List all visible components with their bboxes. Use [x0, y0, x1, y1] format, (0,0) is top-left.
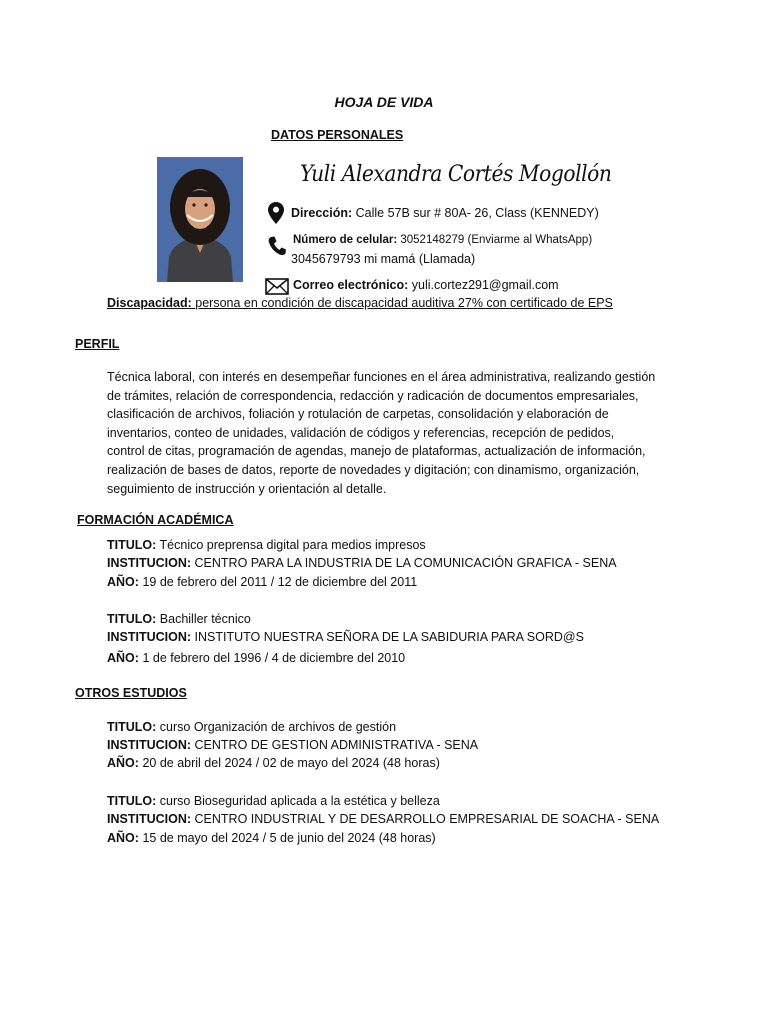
phone-label: Número de celular: — [293, 234, 398, 246]
other-study-1-institution: INSTITUCION: CENTRO DE GESTION ADMINISTRATIVA - SENA — [107, 738, 479, 752]
full-name: Yuli Alexandra Cortés Mogollón — [300, 162, 612, 187]
profile-line: Técnica laboral, con interés en desempeñar funciones en el área administrativa, realizando gestión — [107, 370, 656, 384]
email-label: Correo electrónico: — [293, 278, 409, 292]
education-2-title: TITULO: Bachiller técnico — [107, 612, 251, 626]
profile-line: realización de bases de datos, reporte de novedades y digitación; con dinamismo, organización, — [107, 462, 640, 477]
phone-alt: 3045679793 mi mamá (Llamada) — [291, 252, 476, 266]
phone-icon — [268, 236, 286, 261]
page-title: HOJA DE VIDA — [334, 94, 434, 110]
profile-text — [107, 368, 667, 498]
other-study-2-year: AÑO: 15 de mayo del 2024 / 5 de junio del 2024 (48 horas) — [107, 831, 436, 845]
profile-line: control de citas, programación de agendas, manejo de plataformas, actualización de información, — [107, 444, 646, 459]
other-study-1-title: TITULO: curso Organización de archivos de gestión — [107, 720, 397, 734]
other-study-2-title: TITULO: curso Bioseguridad aplicada a la estética y belleza — [107, 794, 440, 808]
education-1-year: AÑO: 19 de febrero del 2011 / 12 de diciembre del 2011 — [107, 575, 418, 589]
profile-photo — [157, 157, 243, 282]
email-value: yuli.cortez291@gmail.com — [411, 278, 559, 292]
address-value: Calle 57B sur # 80A- 26, Class (KENNEDY) — [355, 206, 599, 220]
section-heading-personal-data: DATOS PERSONALES — [271, 128, 404, 142]
profile-line: seguimiento de instrucción y orientación al detalle. — [107, 481, 387, 496]
address-line — [291, 206, 599, 220]
education-2-institution: INSTITUCION: INSTITUTO NUESTRA SEÑORA DE LA SABIDURIA PARA SORD@S — [107, 630, 584, 644]
disability-value: persona en condición de discapacidad auditiva 27% con certificado de EPS — [195, 296, 613, 310]
section-heading-profile: PERFIL — [75, 337, 120, 351]
other-study-1-year: AÑO: 20 de abril del 2024 / 02 de mayo del 2024 (48 horas) — [107, 756, 440, 770]
profile-line: clasificación de archivos, foliación y rotulación de carpetas, consolidación y elaboración de — [107, 407, 609, 422]
education-1-institution: INSTITUCION: CENTRO PARA LA INDUSTRIA DE LA COMUNICACIÓN GRAFICA - SENA — [107, 556, 617, 570]
other-study-2-institution: INSTITUCION: CENTRO INDUSTRIAL Y DE DESARROLLO EMPRESARIAL DE SOACHA - SENA — [107, 812, 660, 826]
location-pin-icon — [268, 202, 284, 229]
profile-line: de trámites, relación de correspondencia, redacción y radicación de documentos empresariales, — [107, 388, 639, 403]
disability-label: Discapacidad: — [107, 296, 192, 310]
email-line — [293, 278, 559, 292]
phone-line — [293, 234, 592, 246]
profile-line: inventarios, conteo de unidades, validación de códigos y referencias, recepción de pedidos, — [107, 425, 615, 440]
education-1-title: TITULO: Técnico preprensa digital para medios impresos — [107, 538, 426, 552]
education-2-year: AÑO: 1 de febrero del 1996 / 4 de diciembre del 2010 — [107, 651, 406, 665]
disability-line — [107, 296, 613, 310]
section-heading-other-studies: OTROS ESTUDIOS — [75, 686, 187, 700]
section-heading-education: FORMACIÓN ACADÉMICA — [77, 513, 234, 527]
phone-value: 3052148279 (Enviarme al WhatsApp) — [400, 234, 593, 246]
address-label: Dirección: — [291, 206, 353, 220]
